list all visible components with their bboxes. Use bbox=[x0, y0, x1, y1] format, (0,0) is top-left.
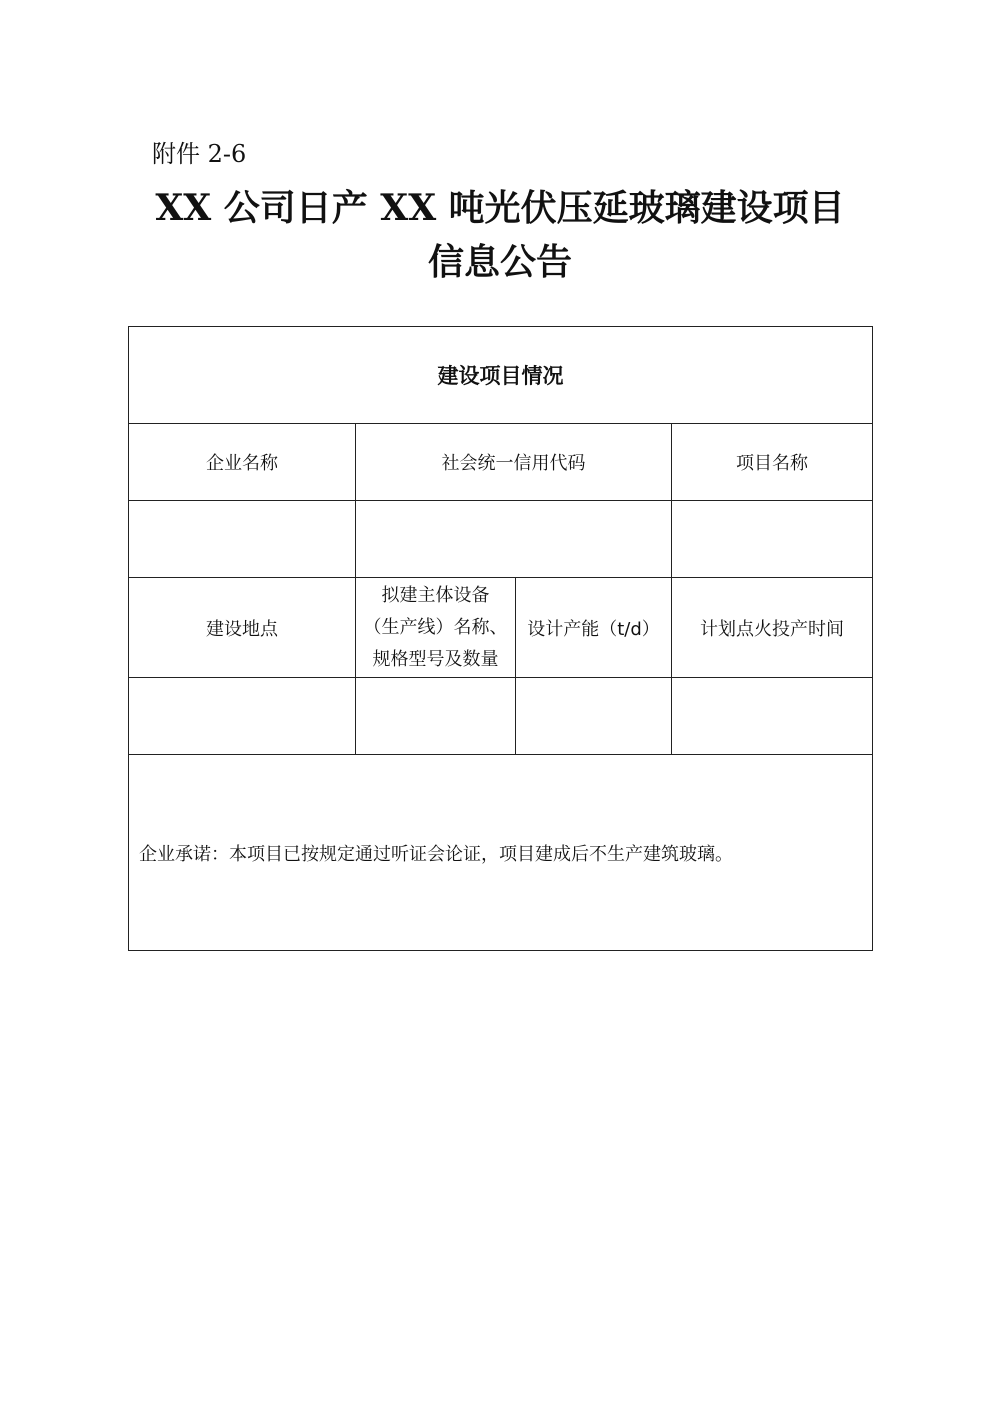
company-name-value[interactable] bbox=[129, 501, 356, 578]
document-title-line1: XX 公司日产 XX 吨光伏压延玻璃建设项目 bbox=[155, 187, 845, 229]
location-value[interactable] bbox=[129, 678, 356, 755]
location-header: 建设地点 bbox=[129, 578, 356, 678]
company-name-header: 企业名称 bbox=[129, 424, 356, 501]
table-row bbox=[129, 327, 873, 424]
company-commitment: 企业承诺：本项目已按规定通过听证会论证，项目建成后不生产建筑玻璃。 bbox=[129, 755, 873, 951]
capacity-value[interactable] bbox=[516, 678, 672, 755]
capacity-header: 设计产能（t/d） bbox=[516, 578, 672, 678]
equipment-header-line: （生产线）名称、 bbox=[363, 616, 508, 638]
document-title-line2: 信息公告 bbox=[427, 241, 572, 283]
ignition-time-value[interactable] bbox=[672, 678, 873, 755]
table-row bbox=[129, 424, 873, 501]
ignition-time-header: 计划点火投产时间 bbox=[672, 578, 873, 678]
credit-code-value[interactable] bbox=[356, 501, 672, 578]
project-name-header: 项目名称 bbox=[672, 424, 873, 501]
equipment-header-line: 规格型号及数量 bbox=[372, 648, 499, 670]
table-row bbox=[129, 678, 873, 755]
section-header: 建设项目情况 bbox=[129, 327, 873, 424]
table-row bbox=[129, 755, 873, 951]
equipment-value[interactable] bbox=[356, 678, 516, 755]
table-row bbox=[129, 578, 873, 678]
equipment-header-line: 拟建主体设备 bbox=[381, 584, 490, 606]
table-row bbox=[129, 501, 873, 578]
equipment-header bbox=[356, 578, 516, 678]
credit-code-header: 社会统一信用代码 bbox=[356, 424, 672, 501]
project-name-value[interactable] bbox=[672, 501, 873, 578]
project-info-table bbox=[128, 326, 873, 951]
attachment-label: 附件 2-6 bbox=[152, 140, 247, 168]
